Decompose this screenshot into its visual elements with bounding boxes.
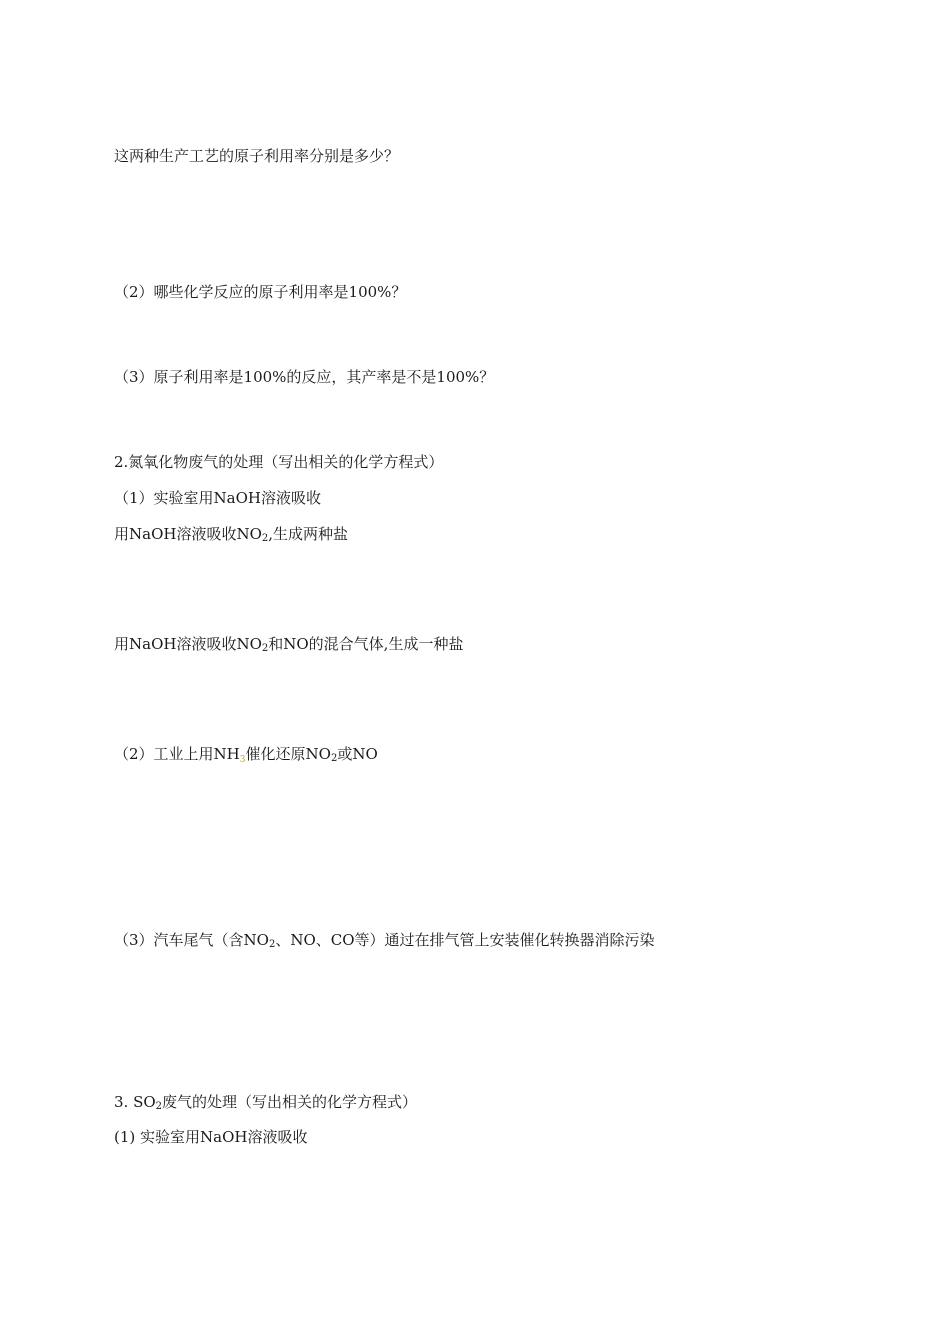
section-title-text: 2.氮氧化物废气的处理（写出相关的化学方程式）: [114, 453, 444, 471]
text-mid: 催化还原NO: [245, 745, 331, 763]
text-post: 废气的处理（写出相关的化学方程式）: [162, 1093, 418, 1111]
part-text: （1）实验室用NaOH溶液吸收: [114, 489, 321, 507]
subscript: 2: [268, 939, 276, 950]
section-3-title: [114, 1092, 417, 1112]
question-atom-utilization: [114, 146, 399, 166]
text-pre: （3）汽车尾气（含NO: [114, 931, 269, 949]
text-pre: 用NaOH溶液吸收NO: [114, 525, 262, 543]
question-text: （3）原子利用率是100%的反应，其产率是不是100%？: [114, 368, 495, 386]
section-3-part-1: [114, 1127, 307, 1147]
section-2-part-3: [114, 930, 655, 950]
question-which-reactions: [114, 282, 406, 302]
section-2-title: [114, 452, 443, 472]
text-post: 和NO的混合气体,生成一种盐: [268, 635, 464, 653]
subscript: 2: [155, 1101, 163, 1112]
subscript: 2: [330, 753, 338, 764]
section-2-part-1b: [114, 634, 463, 654]
subscript: 2: [261, 643, 269, 654]
text-pre: 用NaOH溶液吸收NO: [114, 635, 262, 653]
subscript: 3: [239, 755, 246, 765]
text-pre: （2）工业上用NH: [114, 745, 240, 763]
question-text: （2）哪些化学反应的原子利用率是100%？: [114, 283, 407, 301]
section-2-part-1a: [114, 524, 348, 544]
question-text: 这两种生产工艺的原子利用率分别是多少？: [114, 147, 400, 165]
question-yield: [114, 367, 494, 387]
text-post: 或NO: [337, 745, 378, 763]
subscript: 2: [261, 533, 269, 544]
section-2-part-1: [114, 488, 321, 508]
part-text: (1) 实验室用NaOH溶液吸收: [114, 1128, 308, 1146]
text-pre: 3. SO: [114, 1093, 156, 1111]
text-post: ,生成两种盐: [268, 525, 349, 543]
text-post: 、NO、CO等）通过在排气管上安装催化转换器消除污染: [275, 931, 655, 949]
section-2-part-2: [114, 744, 378, 764]
